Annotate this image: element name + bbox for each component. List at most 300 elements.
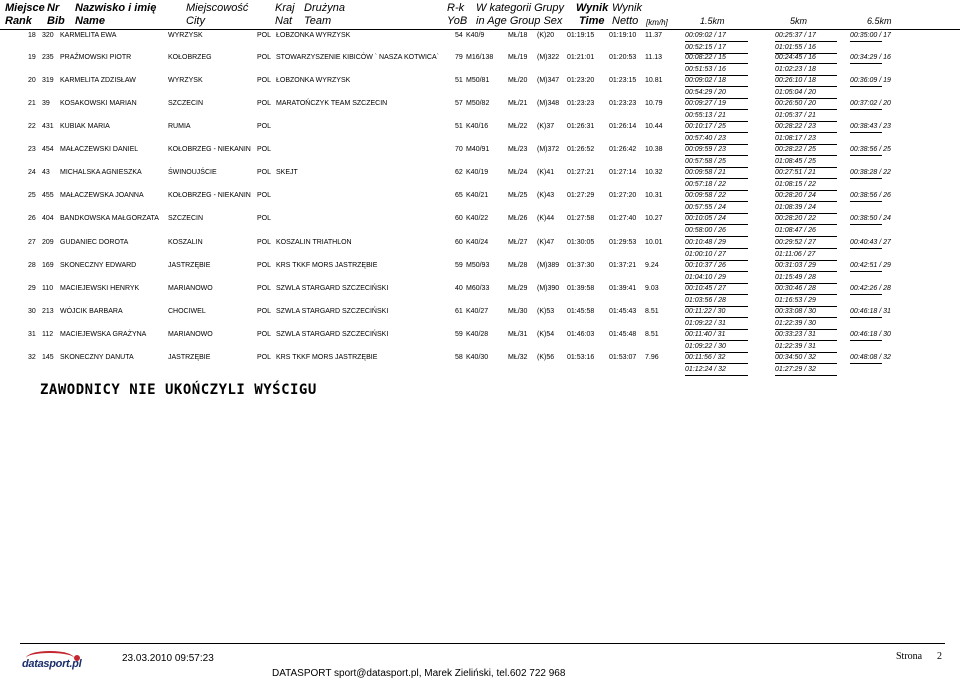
city-cell: WYRZYSK [168,32,203,39]
netto-cell: 01:39:41 [609,285,637,292]
split2-cumulative-cell: 01:08:39 / 24 [775,204,816,211]
rank-cell: 32 [28,354,36,361]
age-category-cell: K40/9 [466,32,485,39]
split1-cumulative-cell: 00:55:13 / 21 [685,112,726,119]
age-category-cell: K40/28 [466,331,489,338]
group-cell: (M)347 [537,77,560,84]
header-nat-en: Nat [275,15,293,27]
city-cell: JASTRZĘBIE [168,262,211,269]
group-cell: (M)372 [537,146,560,153]
split-underline [850,317,882,318]
header-city-pl: Miejscowość [186,2,249,14]
split-underline [685,271,748,272]
city-cell: KOŁOBRZEG - NIEKANIN [168,146,251,153]
netto-cell: 01:19:10 [609,32,637,39]
time-cell: 01:53:16 [567,354,595,361]
split1-time-cell: 00:10:37 / 26 [685,262,726,269]
split-underline [850,340,882,341]
speed-cell: 10.38 [645,146,663,153]
name-cell: MACIEJEWSKI HENRYK [60,285,140,292]
split-underline [775,340,837,341]
split1-cumulative-cell: 00:57:55 / 24 [685,204,726,211]
split-underline [775,86,837,87]
split1-time-cell: 00:10:45 / 27 [685,285,726,292]
split3-time-cell: 00:46:18 / 30 [850,331,891,338]
split1-time-cell: 00:09:27 / 19 [685,100,726,107]
city-cell: SZCZECIN [168,215,203,222]
bib-cell: 169 [42,262,54,269]
name-cell: KARMELITA EWA [60,32,117,39]
netto-cell: 01:27:14 [609,169,637,176]
table-row [0,53,960,77]
split2-cumulative-cell: 01:15:49 / 28 [775,274,816,281]
split-underline [775,224,837,225]
split2-time-cell: 00:28:22 / 23 [775,123,816,130]
split-underline [850,132,882,133]
split1-cumulative-cell: 00:57:40 / 23 [685,135,726,142]
split-underline [685,86,748,87]
rank-cell: 22 [28,123,36,130]
rank-cell: 19 [28,54,36,61]
bib-cell: 145 [42,354,54,361]
split-underline [685,317,748,318]
split2-time-cell: 00:28:20 / 24 [775,192,816,199]
split-underline [685,178,748,179]
city-cell: RUMIA [168,123,191,130]
header-rank-en: Rank [5,15,32,27]
age-category-cell: M60/33 [466,285,490,292]
header-city-en: City [186,15,205,27]
rank-cell: 25 [28,192,36,199]
header-yob-en: YoB [447,15,468,27]
netto-cell: 01:27:20 [609,192,637,199]
split-underline [775,109,837,110]
netto-cell: 01:27:40 [609,215,637,222]
split1-cumulative-cell: 01:04:10 / 29 [685,274,726,281]
dnf-heading: ZAWODNICY NIE UKOŃCZYLI WYŚCIGU [40,382,317,398]
speed-cell: 11.37 [645,32,662,39]
split1-cumulative-cell: 00:52:15 / 17 [685,44,726,51]
header-cat-pl: W kategorii Grupy [476,2,565,14]
split1-cumulative-cell: 01:03:56 / 28 [685,297,726,304]
split3-time-cell: 00:38:50 / 24 [850,215,891,222]
table-row [0,214,960,238]
rank-cell: 21 [28,100,36,107]
split-underline [850,294,882,295]
yob-cell: 51 [455,123,463,130]
city-cell: SZCZECIN [168,100,203,107]
netto-cell: 01:26:42 [609,146,637,153]
split2-time-cell: 00:34:50 / 32 [775,354,816,361]
speed-cell: 8.51 [645,331,659,338]
split2-time-cell: 00:28:22 / 25 [775,146,816,153]
time-cell: 01:21:01 [567,54,595,61]
sex-category-cell: MŁ/32 [508,354,528,361]
group-cell: (M)348 [537,100,560,107]
nat-cell: POL [257,54,272,61]
table-row [0,168,960,192]
split2-time-cell: 00:30:46 / 28 [775,285,816,292]
time-cell: 01:27:58 [567,215,595,222]
group-cell: (M)389 [537,262,560,269]
group-cell: (K)43 [537,192,555,199]
header-nat-pl: Kraj [275,2,295,14]
split-underline [685,375,748,376]
split-underline [850,63,882,64]
table-row [0,191,960,215]
nat-cell: POL [257,77,272,84]
city-cell: MARIANOWO [168,285,213,292]
netto-cell: 01:29:53 [609,239,637,246]
group-cell: (M)390 [537,285,560,292]
rank-cell: 30 [28,308,36,315]
table-row [0,238,960,262]
split-underline [775,363,837,364]
sex-category-cell: MŁ/18 [508,32,528,39]
bib-cell: 320 [42,32,54,39]
name-cell: KARMELITA ZDZISŁAW [60,77,136,84]
speed-cell: 10.32 [645,169,663,176]
time-cell: 01:45:58 [567,308,595,315]
sex-category-cell: MŁ/26 [508,215,528,222]
sex-category-cell: MŁ/28 [508,262,528,269]
datasport-logo [20,650,86,678]
split-underline [850,178,882,179]
split1-cumulative-cell: 01:09:22 / 31 [685,320,726,327]
split-underline [850,109,882,110]
bib-cell: 209 [42,239,54,246]
table-row [0,353,960,377]
nat-cell: POL [257,354,272,361]
group-cell: (K)47 [537,239,555,246]
table-row [0,99,960,123]
rank-cell: 24 [28,169,36,176]
split-underline [775,317,837,318]
split-underline [685,132,748,133]
speed-cell: 7.96 [645,354,659,361]
split-underline [685,201,748,202]
bib-cell: 404 [42,215,54,222]
split-underline [850,201,882,202]
split1-time-cell: 00:08:22 / 15 [685,54,726,61]
split-underline [775,375,837,376]
split1-cumulative-cell: 00:57:58 / 25 [685,158,726,165]
table-row [0,31,960,55]
name-cell: MAŁACZEWSKA JOANNA [60,192,144,199]
age-category-cell: K40/21 [466,192,489,199]
sex-category-cell: MŁ/29 [508,285,528,292]
team-cell: KOSZALIN TRIATHLON [276,239,352,246]
bib-cell: 235 [42,54,54,61]
sex-category-cell: MŁ/22 [508,123,528,130]
split3-time-cell: 00:37:02 / 20 [850,100,891,107]
age-category-cell: K40/27 [466,308,489,315]
header-yob-pl: R-k [447,2,465,14]
split3-time-cell: 00:35:00 / 17 [850,32,891,39]
age-category-cell: K40/22 [466,215,489,222]
split1-time-cell: 00:09:02 / 18 [685,77,726,84]
sex-category-cell: MŁ/21 [508,100,528,107]
split2-cumulative-cell: 01:27:29 / 32 [775,366,816,373]
city-cell: ŚWINOUJŚCIE [168,169,217,176]
split-underline [850,41,882,42]
name-cell: KOSAKOWSKI MARIAN [60,100,137,107]
split1-cumulative-cell: 00:51:53 / 16 [685,66,726,73]
group-cell: (K)44 [537,215,555,222]
yob-cell: 60 [455,215,463,222]
group-cell: (M)322 [537,54,560,61]
netto-cell: 01:53:07 [609,354,637,361]
bib-cell: 39 [42,100,50,107]
age-category-cell: M50/93 [466,262,490,269]
split-underline [850,363,882,364]
netto-cell: 01:23:23 [609,100,637,107]
name-cell: KUBIAK MARIA [60,123,110,130]
name-cell: MICHALSKA AGNIESZKA [60,169,142,176]
split-underline [850,224,882,225]
speed-cell: 9.03 [645,285,659,292]
table-row [0,330,960,354]
page-number: 2 [937,651,942,662]
rank-cell: 28 [28,262,36,269]
rank-cell: 23 [28,146,36,153]
bib-cell: 454 [42,146,54,153]
split1-time-cell: 00:09:02 / 17 [685,32,726,39]
team-cell: KRS TKKF MORS JASTRZĘBIE [276,262,378,269]
split3-time-cell: 00:36:09 / 19 [850,77,891,84]
bib-cell: 43 [42,169,50,176]
yob-cell: 65 [455,192,463,199]
nat-cell: POL [257,331,272,338]
nat-cell: POL [257,285,272,292]
split-underline [775,294,837,295]
speed-cell: 10.44 [645,123,663,130]
team-cell: KRS TKKF MORS JASTRZĘBIE [276,354,378,361]
split3-time-cell: 00:40:43 / 27 [850,239,891,246]
yob-cell: 59 [455,262,463,269]
rank-cell: 27 [28,239,36,246]
split1-time-cell: 00:10:17 / 25 [685,123,726,130]
split-underline [685,363,748,364]
speed-cell: 11.13 [645,54,662,61]
time-cell: 01:37:30 [567,262,595,269]
name-cell: SKONECZNY EDWARD [60,262,137,269]
split2-time-cell: 00:26:10 / 18 [775,77,816,84]
header-nr-en: Bib [47,15,65,27]
bib-cell: 319 [42,77,54,84]
split2-cumulative-cell: 01:08:47 / 26 [775,227,816,234]
age-category-cell: K40/16 [466,123,489,130]
time-cell: 01:26:31 [567,123,595,130]
split3-time-cell: 00:46:18 / 31 [850,308,891,315]
split1-cumulative-cell: 00:54:29 / 20 [685,89,726,96]
split-underline [775,132,837,133]
table-row [0,261,960,285]
yob-cell: 51 [455,77,463,84]
yob-cell: 79 [455,54,463,61]
split-underline [850,155,882,156]
sex-category-cell: MŁ/30 [508,308,528,315]
sex-category-cell: MŁ/25 [508,192,528,199]
split2-time-cell: 00:24:45 / 16 [775,54,816,61]
nat-cell: POL [257,32,272,39]
group-cell: (K)53 [537,308,555,315]
header-name-en: Name [75,15,105,27]
yob-cell: 62 [455,169,463,176]
split2-cumulative-cell: 01:02:23 / 18 [775,66,816,73]
name-cell: PRAŹMOWSKI PIOTR [60,54,132,61]
age-category-cell: K40/19 [466,169,489,176]
split2-time-cell: 00:33:23 / 31 [775,331,816,338]
speed-cell: 10.27 [645,215,663,222]
yob-cell: 40 [455,285,463,292]
table-row [0,307,960,331]
city-cell: CHOCIWEL [168,308,206,315]
bib-cell: 431 [42,123,54,130]
yob-cell: 60 [455,239,463,246]
sex-category-cell: MŁ/20 [508,77,528,84]
yob-cell: 58 [455,354,463,361]
split1-time-cell: 00:10:48 / 29 [685,239,726,246]
name-cell: BANDKOWSKA MAŁGORZATA [60,215,159,222]
nat-cell: POL [257,146,272,153]
split2-cumulative-cell: 01:05:04 / 20 [775,89,816,96]
nat-cell: POL [257,308,272,315]
speed-cell: 8.51 [645,308,659,315]
yob-cell: 57 [455,100,463,107]
group-cell: (K)54 [537,331,555,338]
yob-cell: 61 [455,308,463,315]
split3-time-cell: 00:38:56 / 25 [850,146,891,153]
split-underline [685,63,748,64]
split2-cumulative-cell: 01:05:37 / 21 [775,112,816,119]
split1-cumulative-cell: 00:58:00 / 26 [685,227,726,234]
group-cell: (K)20 [537,32,555,39]
footer-divider [20,643,945,644]
print-datetime: 23.03.2010 09:57:23 [122,653,214,664]
split2-time-cell: 00:29:52 / 27 [775,239,816,246]
split-underline [685,236,748,237]
split1-cumulative-cell: 01:12:24 / 32 [685,366,726,373]
table-row [0,122,960,146]
time-cell: 01:19:15 [567,32,595,39]
speed-cell: 10.01 [645,239,663,246]
split1-cumulative-cell: 01:09:22 / 30 [685,343,726,350]
split2-cumulative-cell: 01:16:53 / 29 [775,297,816,304]
split-underline [775,248,837,249]
header-netto-pl: Wynik [612,2,642,14]
split1-time-cell: 00:09:59 / 23 [685,146,726,153]
group-cell: (K)37 [537,123,555,130]
split2-time-cell: 00:33:08 / 30 [775,308,816,315]
split1-time-cell: 00:11:40 / 31 [685,331,726,338]
age-category-cell: M50/82 [466,100,490,107]
nat-cell: POL [257,262,272,269]
split2-time-cell: 00:25:37 / 17 [775,32,816,39]
header-cat-en: in Age Group Sex [476,15,563,27]
split-underline [685,109,748,110]
city-cell: KOŁOBRZEG [168,54,212,61]
split3-time-cell: 00:38:28 / 22 [850,169,891,176]
split-underline [685,224,748,225]
nat-cell: POL [257,192,272,199]
header-team-en: Team [304,15,332,27]
split1-cumulative-cell: 01:00:10 / 27 [685,251,726,258]
header-nr-pl: Nr [47,2,60,14]
age-category-cell: K40/30 [466,354,489,361]
time-cell: 01:30:05 [567,239,595,246]
split-underline [850,248,882,249]
split1-time-cell: 00:11:22 / 30 [685,308,726,315]
table-header [0,0,960,30]
rank-cell: 29 [28,285,36,292]
netto-cell: 01:45:43 [609,308,637,315]
team-cell: SZWLA STARGARD SZCZECIŃSKI [276,308,389,315]
split2-cumulative-cell: 01:22:39 / 30 [775,320,816,327]
split2-cumulative-cell: 01:08:17 / 23 [775,135,816,142]
header-split-3: 6.5km [867,16,892,26]
page-label: Strona [896,651,923,662]
team-cell: MARATOŃCZYK TEAM SZCZECIN [276,100,388,107]
city-cell: KOSZALIN [168,239,203,246]
team-cell: ŁOBZONKA WYRZYSK [276,77,351,84]
yob-cell: 54 [455,32,463,39]
city-cell: MARIANOWO [168,331,213,338]
split1-time-cell: 00:09:58 / 22 [685,192,726,199]
speed-cell: 10.81 [645,77,663,84]
split2-cumulative-cell: 01:08:45 / 25 [775,158,816,165]
split-underline [685,248,748,249]
nat-cell: POL [257,239,272,246]
header-rank-pl: Miejsce [5,2,45,14]
header-netto-en: Netto [612,15,639,27]
time-cell: 01:39:58 [567,285,595,292]
sex-category-cell: MŁ/31 [508,331,528,338]
split2-time-cell: 00:28:20 / 22 [775,215,816,222]
sex-category-cell: MŁ/27 [508,239,528,246]
split-underline [850,271,882,272]
group-cell: (K)41 [537,169,555,176]
name-cell: MACIEJEWSKA GRAŻYNA [60,331,147,338]
yob-cell: 59 [455,331,463,338]
split1-cumulative-cell: 00:57:18 / 22 [685,181,726,188]
contact-info: DATASPORT sport@datasport.pl, Marek Zieliński, tel.602 722 968 [272,668,566,679]
rank-cell: 26 [28,215,36,222]
netto-cell: 01:23:15 [609,77,637,84]
header-name-pl: Nazwisko i imię [75,2,157,14]
split-underline [850,86,882,87]
header-time-en: Time [579,15,605,27]
split3-time-cell: 00:34:29 / 16 [850,54,891,61]
split-underline [685,41,748,42]
split2-time-cell: 00:27:51 / 21 [775,169,816,176]
time-cell: 01:27:21 [567,169,595,176]
rank-cell: 18 [28,32,36,39]
time-cell: 01:27:29 [567,192,595,199]
team-cell: ŁOBZONKA WYRZYSK [276,32,351,39]
rank-cell: 20 [28,77,36,84]
split2-cumulative-cell: 01:01:55 / 16 [775,44,816,51]
bib-cell: 213 [42,308,54,315]
split3-time-cell: 00:42:51 / 29 [850,262,891,269]
nat-cell: POL [257,123,272,130]
city-cell: KOŁOBRZEG - NIEKANIN [168,192,251,199]
city-cell: WYRZYSK [168,77,203,84]
time-cell: 01:23:23 [567,100,595,107]
netto-cell: 01:37:21 [609,262,637,269]
team-cell: STOWARZYSZENIE KIBICÓW ` NASZA KOTWICA` [276,54,439,61]
split-underline [775,271,837,272]
